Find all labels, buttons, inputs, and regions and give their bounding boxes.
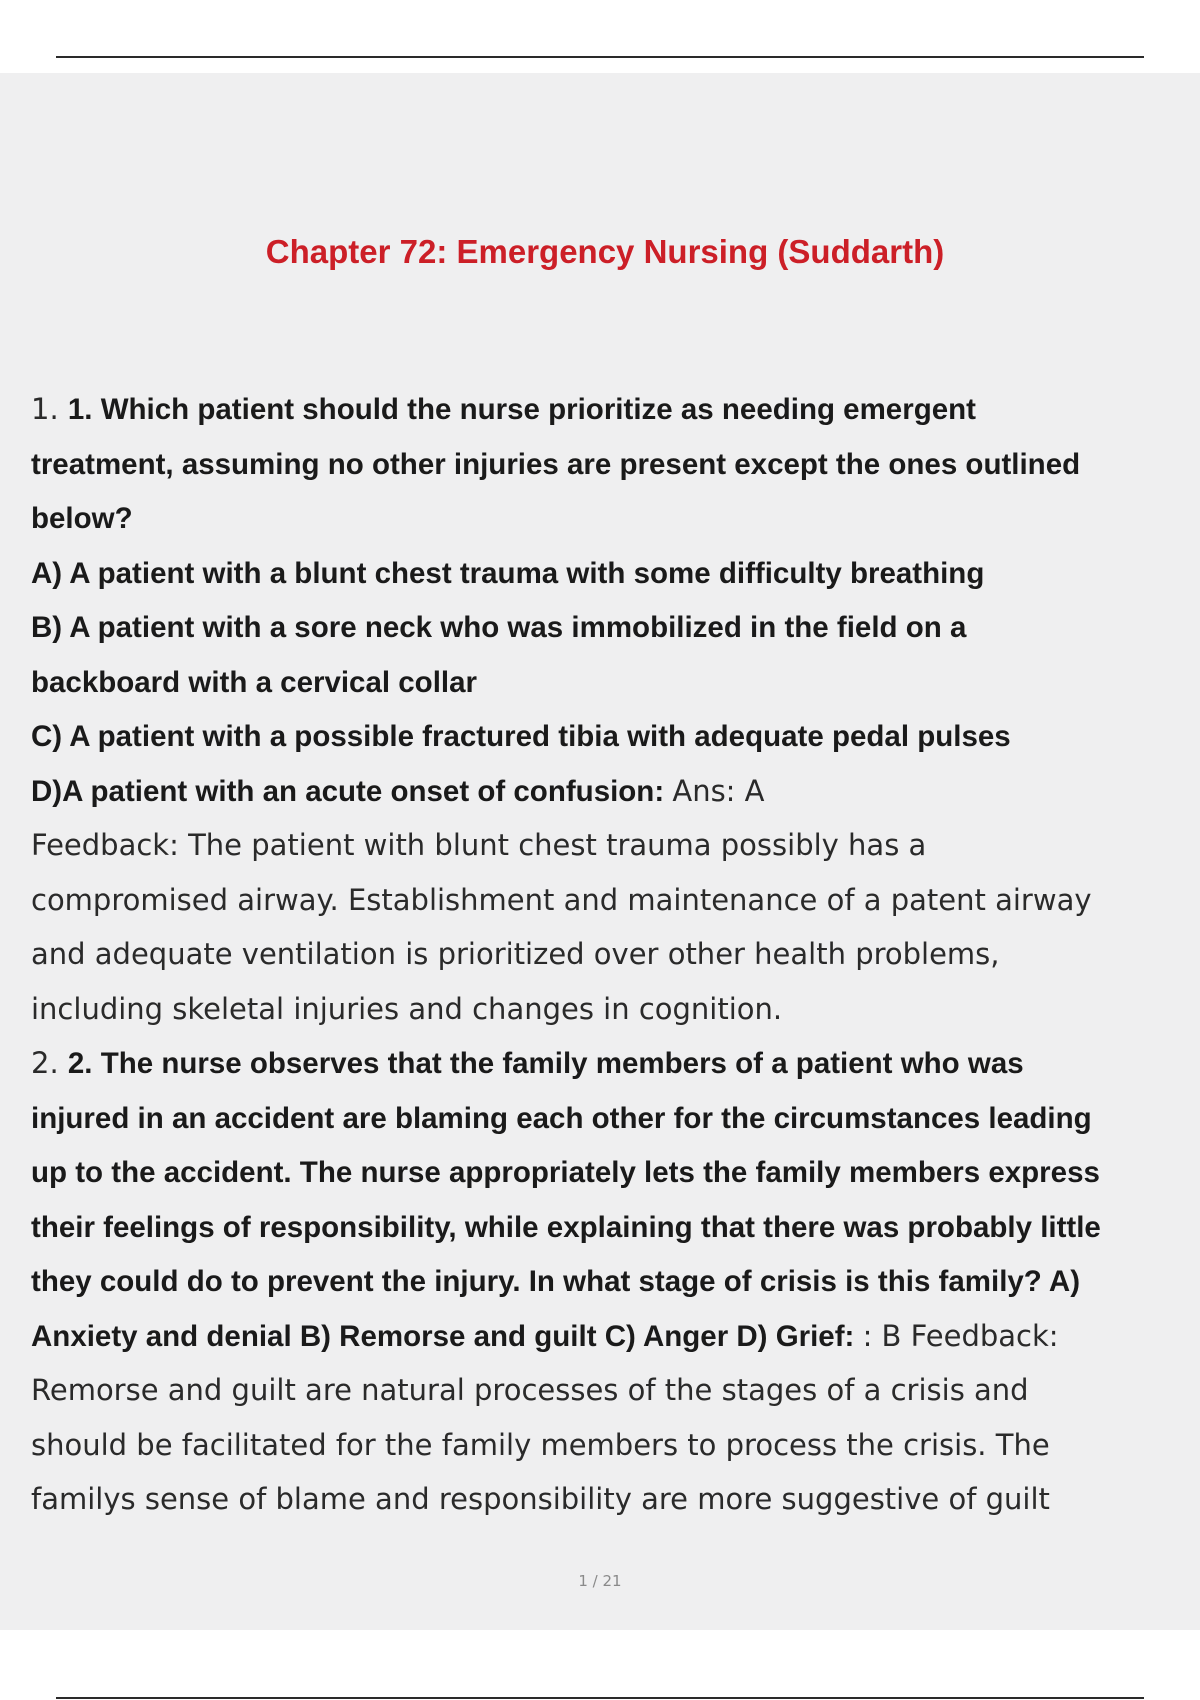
text-line	[31, 655, 1191, 710]
text-line	[31, 1254, 1191, 1309]
bottom-rule	[56, 1697, 1144, 1699]
text-line	[31, 1309, 1191, 1364]
text-line	[31, 1472, 1191, 1527]
question-text: their feelings of responsibility, while explaining that there was probably little	[31, 1210, 1101, 1244]
text-line	[31, 600, 1191, 655]
text-line	[31, 927, 1191, 982]
question-text: D)A patient with an acute onset of confusion:	[31, 774, 673, 808]
question-text: below?	[31, 502, 133, 535]
text-line	[31, 382, 1191, 437]
question-text: backboard with a cervical collar	[31, 665, 477, 699]
document-body	[31, 382, 1191, 1527]
text-line	[31, 546, 1191, 601]
answer-text: 2.	[31, 1046, 68, 1080]
text-line	[31, 1418, 1191, 1473]
question-text: C) A patient with a possible fractured tibia with adequate pedal pulses	[31, 720, 1011, 753]
text-line	[31, 709, 1191, 764]
answer-text: : B Feedback:	[862, 1318, 1059, 1353]
text-line	[31, 1036, 1191, 1091]
answer-text: and adequate ventilation is prioritized over other health problems,	[31, 937, 1000, 971]
question-text: up to the accident. The nurse appropriately lets the family members express	[31, 1156, 1100, 1189]
text-line	[31, 491, 1191, 546]
answer-text: should be facilitated for the family members to process the crisis. The	[31, 1427, 1050, 1462]
text-line	[31, 873, 1191, 928]
question-text: 2. The nurse observes that the family members of a patient who was	[67, 1047, 1024, 1080]
answer-text: Ans: A	[672, 773, 765, 808]
text-line	[31, 1091, 1191, 1146]
answer-text: compromised airway. Establishment and maintenance of a patent airway	[31, 882, 1092, 917]
question-text: Anxiety and denial B) Remorse and guilt C) Anger D) Grief:	[31, 1319, 863, 1353]
answer-text: 1.	[31, 392, 68, 426]
answer-text: Remorse and guilt are natural processes of the stages of a crisis and	[31, 1373, 1029, 1407]
text-line	[31, 1363, 1191, 1418]
question-text: they could do to prevent the injury. In what stage of crisis is this family? A)	[31, 1265, 1081, 1298]
question-text: A) A patient with a blunt chest trauma with some difficulty breathing	[31, 556, 985, 590]
question-text: injured in an accident are blaming each other for the circumstances leading	[31, 1101, 1092, 1135]
text-line	[31, 982, 1191, 1037]
page-number: 1 / 21	[578, 1572, 622, 1590]
text-line	[31, 764, 1191, 819]
text-line	[31, 1200, 1191, 1255]
answer-text: Feedback: The patient with blunt chest trauma possibly has a	[31, 828, 927, 862]
answer-text: familys sense of blame and responsibility are more suggestive of guilt	[31, 1482, 1050, 1516]
text-line	[31, 818, 1191, 873]
page-title: Chapter 72: Emergency Nursing (Suddarth)	[265, 233, 945, 270]
top-rule	[56, 56, 1144, 58]
answer-text: including skeletal injuries and changes in cognition.	[31, 991, 783, 1026]
question-text: treatment, assuming no other injuries are present except the ones outlined	[31, 447, 1081, 481]
text-line	[31, 1145, 1191, 1200]
document-page	[0, 73, 1200, 1630]
text-line	[31, 437, 1191, 492]
question-text: B) A patient with a sore neck who was immobilized in the field on a	[31, 611, 967, 644]
question-text: 1. Which patient should the nurse prioritize as needing emergent	[67, 393, 976, 426]
